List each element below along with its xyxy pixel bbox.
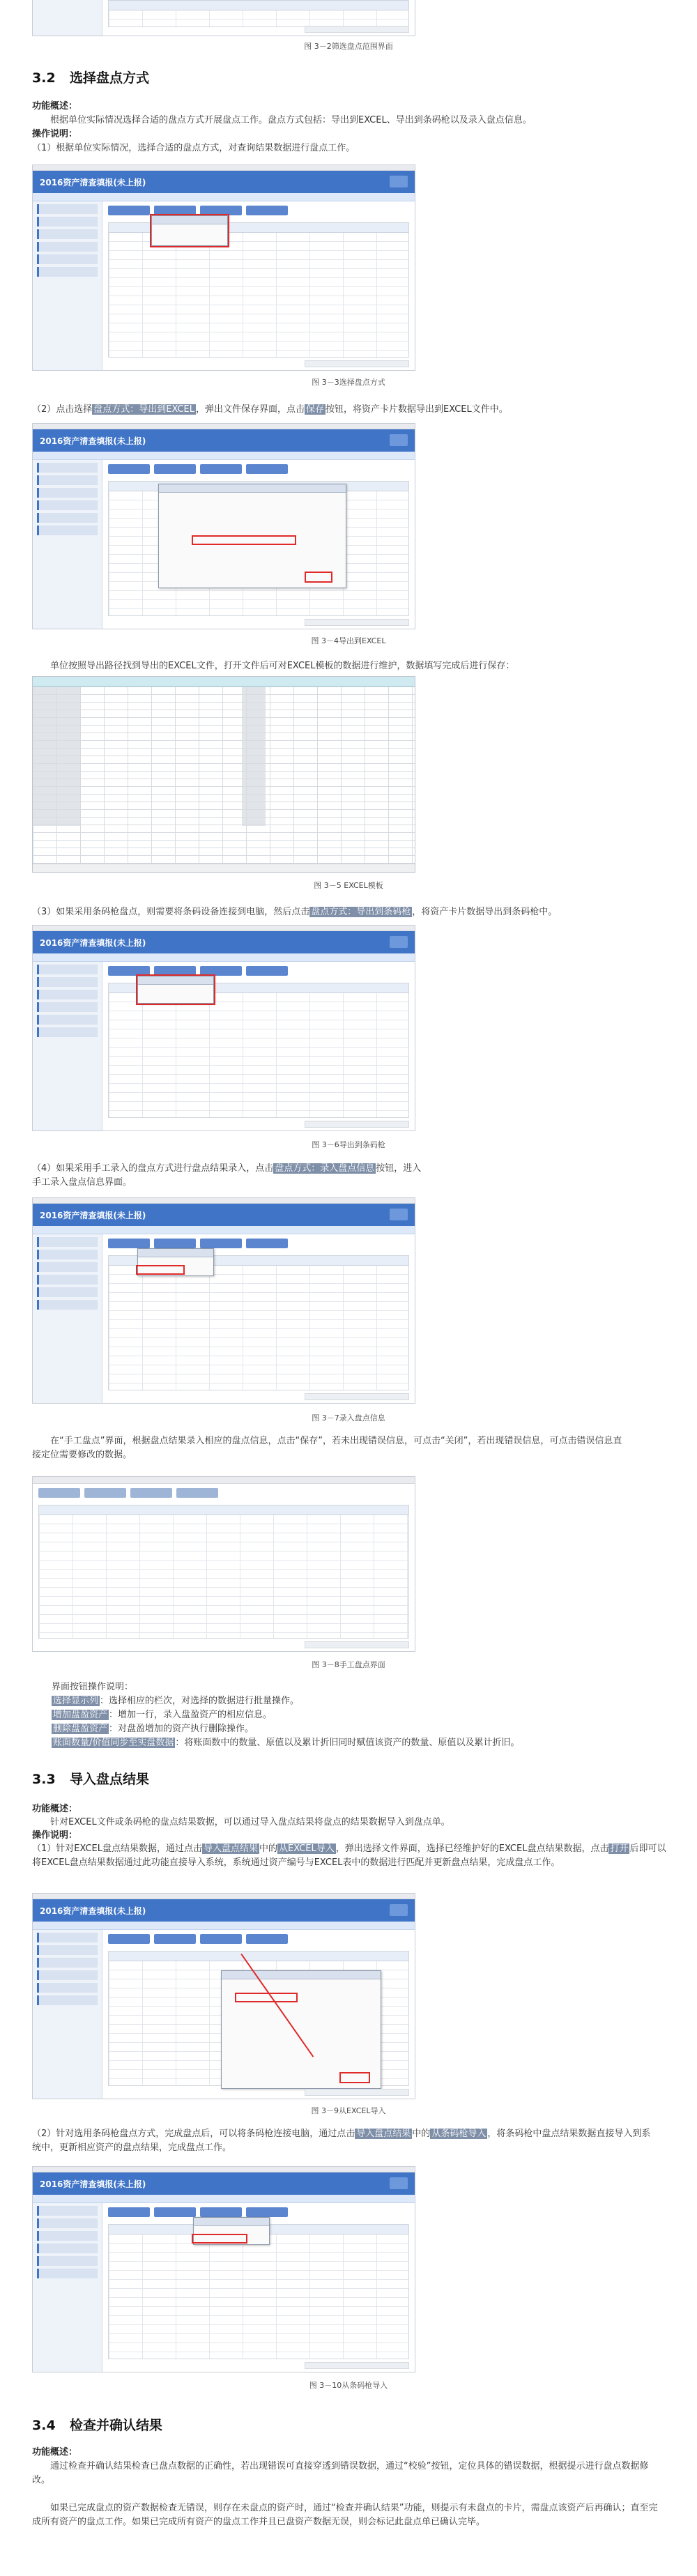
figure-caption: 图 3－6导出到条码枪 bbox=[312, 1140, 385, 1149]
figure-caption: 图 3－3选择盘点方式 bbox=[312, 378, 385, 387]
screenshot-figure-3-2 bbox=[32, 0, 415, 36]
operation-label: 操作说明： bbox=[32, 129, 78, 139]
button-description: 选择显示列 ：选择相应的栏次，对选择的数据进行批量操作。 bbox=[53, 1696, 300, 1706]
function-overview-label: 功能概述： bbox=[32, 1804, 78, 1814]
figure-caption: 图 3－4导出到EXCEL bbox=[311, 636, 386, 645]
step-text: （1）针对EXCEL盘点结果数据，通过点击 导入盘点结果 中的 从EXCEL导入 ，弹出选择文件界面，选择已经维护好的EXCEL盘点结果数据，点击 打开 后即可以将EXCEL盘点结果数据通过此功能直接导入系统，系统通过资产编号与EXCEL表中的数据进行匹配并更新盘点结果，完成盘点工作。 bbox=[32, 1843, 666, 1869]
app-title: 2016资产清查填报(未上报) bbox=[40, 938, 146, 948]
section-heading-3-4: 3.4 检查并确认结果 bbox=[32, 2418, 163, 2433]
step-text: （2）针对选用条码枪盘点方式，完成盘点后，可以将条码枪连接电脑，通过点击 导入盘点结果 中的 从条码枪导入 ，将条码枪中盘点结果数据直接导入到系统中，更新相应资产的盘点结果，完成盘点工作。 bbox=[32, 2129, 651, 2154]
function-overview-label: 功能概述： bbox=[32, 101, 78, 112]
step-text: （3）如果采用条码枪盘点，则需要将条码设备连接到电脑，然后点击 盘点方式：导出到条码枪 ，将资产卡片数据导出到条码枪中。 bbox=[32, 907, 558, 917]
sidebar bbox=[33, 201, 102, 370]
figure-caption: 图 3－9从EXCEL导入 bbox=[311, 2106, 386, 2115]
screenshot-figure-3-6 bbox=[32, 925, 415, 1131]
paragraph: 单位按照导出路径找到导出的EXCEL文件，打开文件后可对EXCEL模板的数据进行维护，数据填写完成后进行保存： bbox=[50, 661, 515, 671]
function-overview-text: 根据单位实际情况选择合适的盘点方式开展盘点工作。盘点方式包括：导出到EXCEL、导出到条码枪以及录入盘点信息。 bbox=[50, 115, 532, 125]
figure-caption: 图 3－2筛选盘点范围界面 bbox=[304, 42, 393, 51]
screenshot-figure-3-4 bbox=[32, 423, 415, 629]
app-header-button bbox=[390, 176, 408, 187]
button-description: 删除盘盈资产 ：对盘盈增加的资产执行删除操作。 bbox=[53, 1724, 254, 1734]
figure-caption: 图 3－5 EXCEL模板 bbox=[314, 881, 383, 890]
screenshot-figure-3-3 bbox=[32, 164, 415, 371]
highlight-box bbox=[150, 214, 229, 247]
excel-template-figure bbox=[32, 676, 415, 873]
app-title: 2016资产清查填报(未上报) bbox=[40, 1906, 146, 1916]
open-file-dialog bbox=[221, 1970, 381, 2089]
screenshot-figure-3-10 bbox=[32, 2166, 415, 2372]
app-title: 2016资产清查填报(未上报) bbox=[40, 1211, 146, 1220]
screenshot-figure-3-8 bbox=[32, 1476, 415, 1652]
button-description: 增加盘盈资产 ：增加一行，录入盘盈资产的相应信息。 bbox=[53, 1710, 273, 1720]
figure-caption: 图 3－7录入盘点信息 bbox=[312, 1413, 385, 1423]
paragraph: 如果已完成盘点的资产数据检查无错误，则存在未盘点的资产时，通过“检查并确认结果”功能，则提示有未盘点的卡片，需盘点该资产后再确认；直至完成所有资产的盘点工作。如果已完成所有资产的盘点工作并且已盘资产数据无误，则会标记此盘点单已确认完毕。 bbox=[32, 2503, 658, 2528]
step-text: （4）如果采用手工录入的盘点方式进行盘点结果录入，点击 盘点方式：录入盘点信息 按钮，进入手工录入盘点信息界面。 bbox=[32, 1163, 422, 1188]
figure-caption: 图 3－10从条码枪导入 bbox=[309, 2381, 388, 2390]
screenshot-figure-3-7 bbox=[32, 1197, 415, 1404]
paragraph: 界面按钮操作说明： bbox=[52, 1682, 134, 1692]
app-title: 2016资产清查填报(未上报) bbox=[40, 436, 146, 446]
paragraph: 在“手工盘点”界面，根据盘点结果录入相应的盘点信息，点击“保存”，若未出现错误信息，可点击“关闭”，若出现错误信息，可点击错误信息直接定位需要修改的数据。 bbox=[32, 1436, 622, 1461]
figure-caption: 图 3－8手工盘点界面 bbox=[312, 1660, 385, 1669]
function-overview-label: 功能概述： bbox=[32, 2447, 78, 2458]
section-heading-3-3: 3.3 导入盘点结果 bbox=[32, 1772, 150, 1787]
section-heading-3-2: 3.2 选择盘点方式 bbox=[32, 70, 150, 86]
step-text: （2）点击选择 盘点方式：导出到EXCEL ，弹出文件保存界面，点击 保存 按钮，将资产卡片数据导出到EXCEL文件中。 bbox=[32, 404, 508, 415]
paragraph: 通过检查并确认结果检查已盘点数据的正确性，若出现错误可直接穿透到错误数据，通过“校验”按钮，定位具体的错误数据，根据提示进行盘点数据修改。 bbox=[32, 2461, 649, 2486]
app-title: 2016资产清查填报(未上报) bbox=[40, 2179, 146, 2189]
screenshot-figure-3-9 bbox=[32, 1893, 415, 2099]
pager bbox=[305, 26, 409, 33]
button-description: 账面数量/价值同步至实盘数据 ：将账面数中的数量、原值以及累计折旧同时赋值该资产的数量、原值以及累计折旧。 bbox=[53, 1738, 520, 1748]
function-overview-text: 针对EXCEL文件或条码枪的盘点结果数据，可以通过导入盘点结果将盘点的结果数据导入到盘点单。 bbox=[50, 1817, 450, 1827]
app-title: 2016资产清查填报(未上报) bbox=[40, 178, 146, 187]
operation-label: 操作说明： bbox=[32, 1830, 78, 1841]
step-text: （1）根据单位实际情况，选择合适的盘点方式，对查询结果数据进行盘点工作。 bbox=[32, 143, 355, 153]
